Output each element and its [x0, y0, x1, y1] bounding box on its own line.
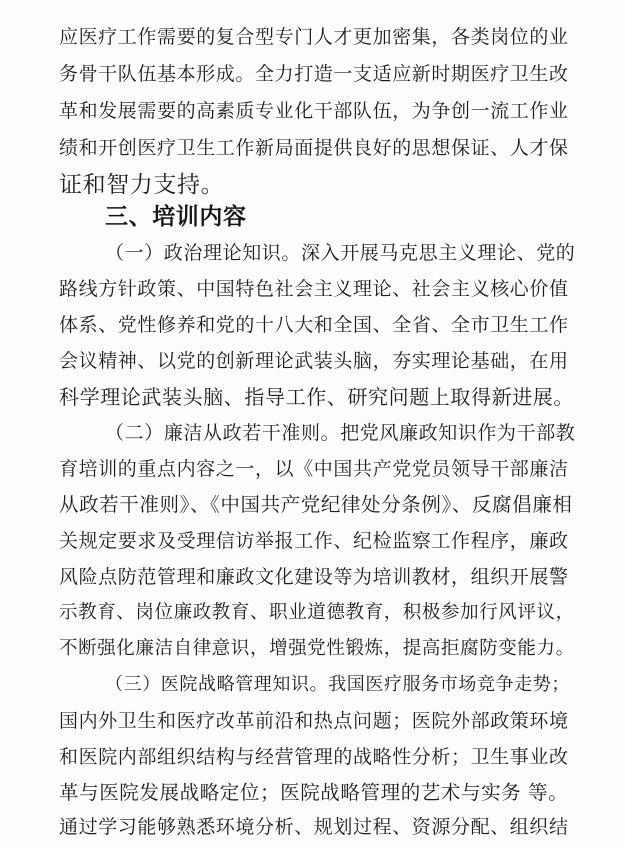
paragraph-line: 示教育、岗位廉政教育、职业道德教育，积极参加行风评议，: [59, 602, 575, 623]
paragraph-line: 会议精神、以党的创新理论武装头脑，夯实理论基础，在用: [59, 350, 569, 372]
paragraph-line: 路线方针政策、中国特色社会主义理论、社会主义核心价值: [59, 278, 569, 300]
paragraph-line: 风险点防范管理和廉政文化建设等为培训教材，组织开展警: [59, 566, 569, 588]
paragraph-line: 从政若干准则》、《中国共产党纪律处分条例》、反腐倡廉相: [59, 493, 573, 516]
paragraph-line: （一）政治理论知识。深入开展马克思主义理论、党的: [105, 242, 576, 264]
paragraph-line: 国内外卫生和医疗改革前沿和热点问题；医院外部政策环境: [59, 710, 569, 732]
paragraph-line: 和医院内部组织结构与经营管理的战略性分析；卫生事业改: [59, 746, 569, 768]
paragraph-line: 关规定要求及受理信访举报工作、纪检监察工作程序，廉政: [59, 530, 569, 552]
paragraph-line: （二）廉洁从政若干准则。把党风廉政知识作为干部教: [105, 422, 576, 444]
paragraph-line: （三）医院战略管理知识。我国医疗服务市场竞争走势；: [105, 674, 570, 695]
paragraph-line: 体系、党性修养和党的十八大和全国、全省、全市卫生工作: [59, 314, 569, 336]
paragraph-line: 革和发展需要的高素质专业化干部队伍，为争创一流工作业: [59, 100, 569, 122]
paragraph-line: 通过学习能够熟悉环境分析、规划过程、资源分配、组织结: [59, 816, 569, 838]
paragraph-line: 革与医院发展战略定位；医院战略管理的艺术与实务 等。: [59, 781, 569, 804]
paragraph-line: 务骨干队伍基本形成。全力打造一支适应新时期医疗卫生改: [59, 63, 569, 85]
section-heading: 三、培训内容: [105, 204, 247, 230]
paragraph-line: 育培训的重点内容之一，以《中国共产党党员领导干部廉洁: [59, 458, 569, 480]
paragraph-line: 证和智力支持。: [59, 172, 225, 198]
paragraph-line: 不断强化廉洁自律意识，增强党性锻炼，提高拒腐防变能力。: [59, 638, 575, 659]
paragraph-line: 应医疗工作需要的复合型专门人才更加密集，各类岗位的业: [59, 26, 569, 48]
paragraph-line: 科学理论武装头脑、指导工作、研究问题上取得新进展。: [59, 385, 574, 409]
paragraph-line: 绩和开创医疗卫生工作新局面提供良好的思想保证、人才保: [59, 137, 569, 159]
